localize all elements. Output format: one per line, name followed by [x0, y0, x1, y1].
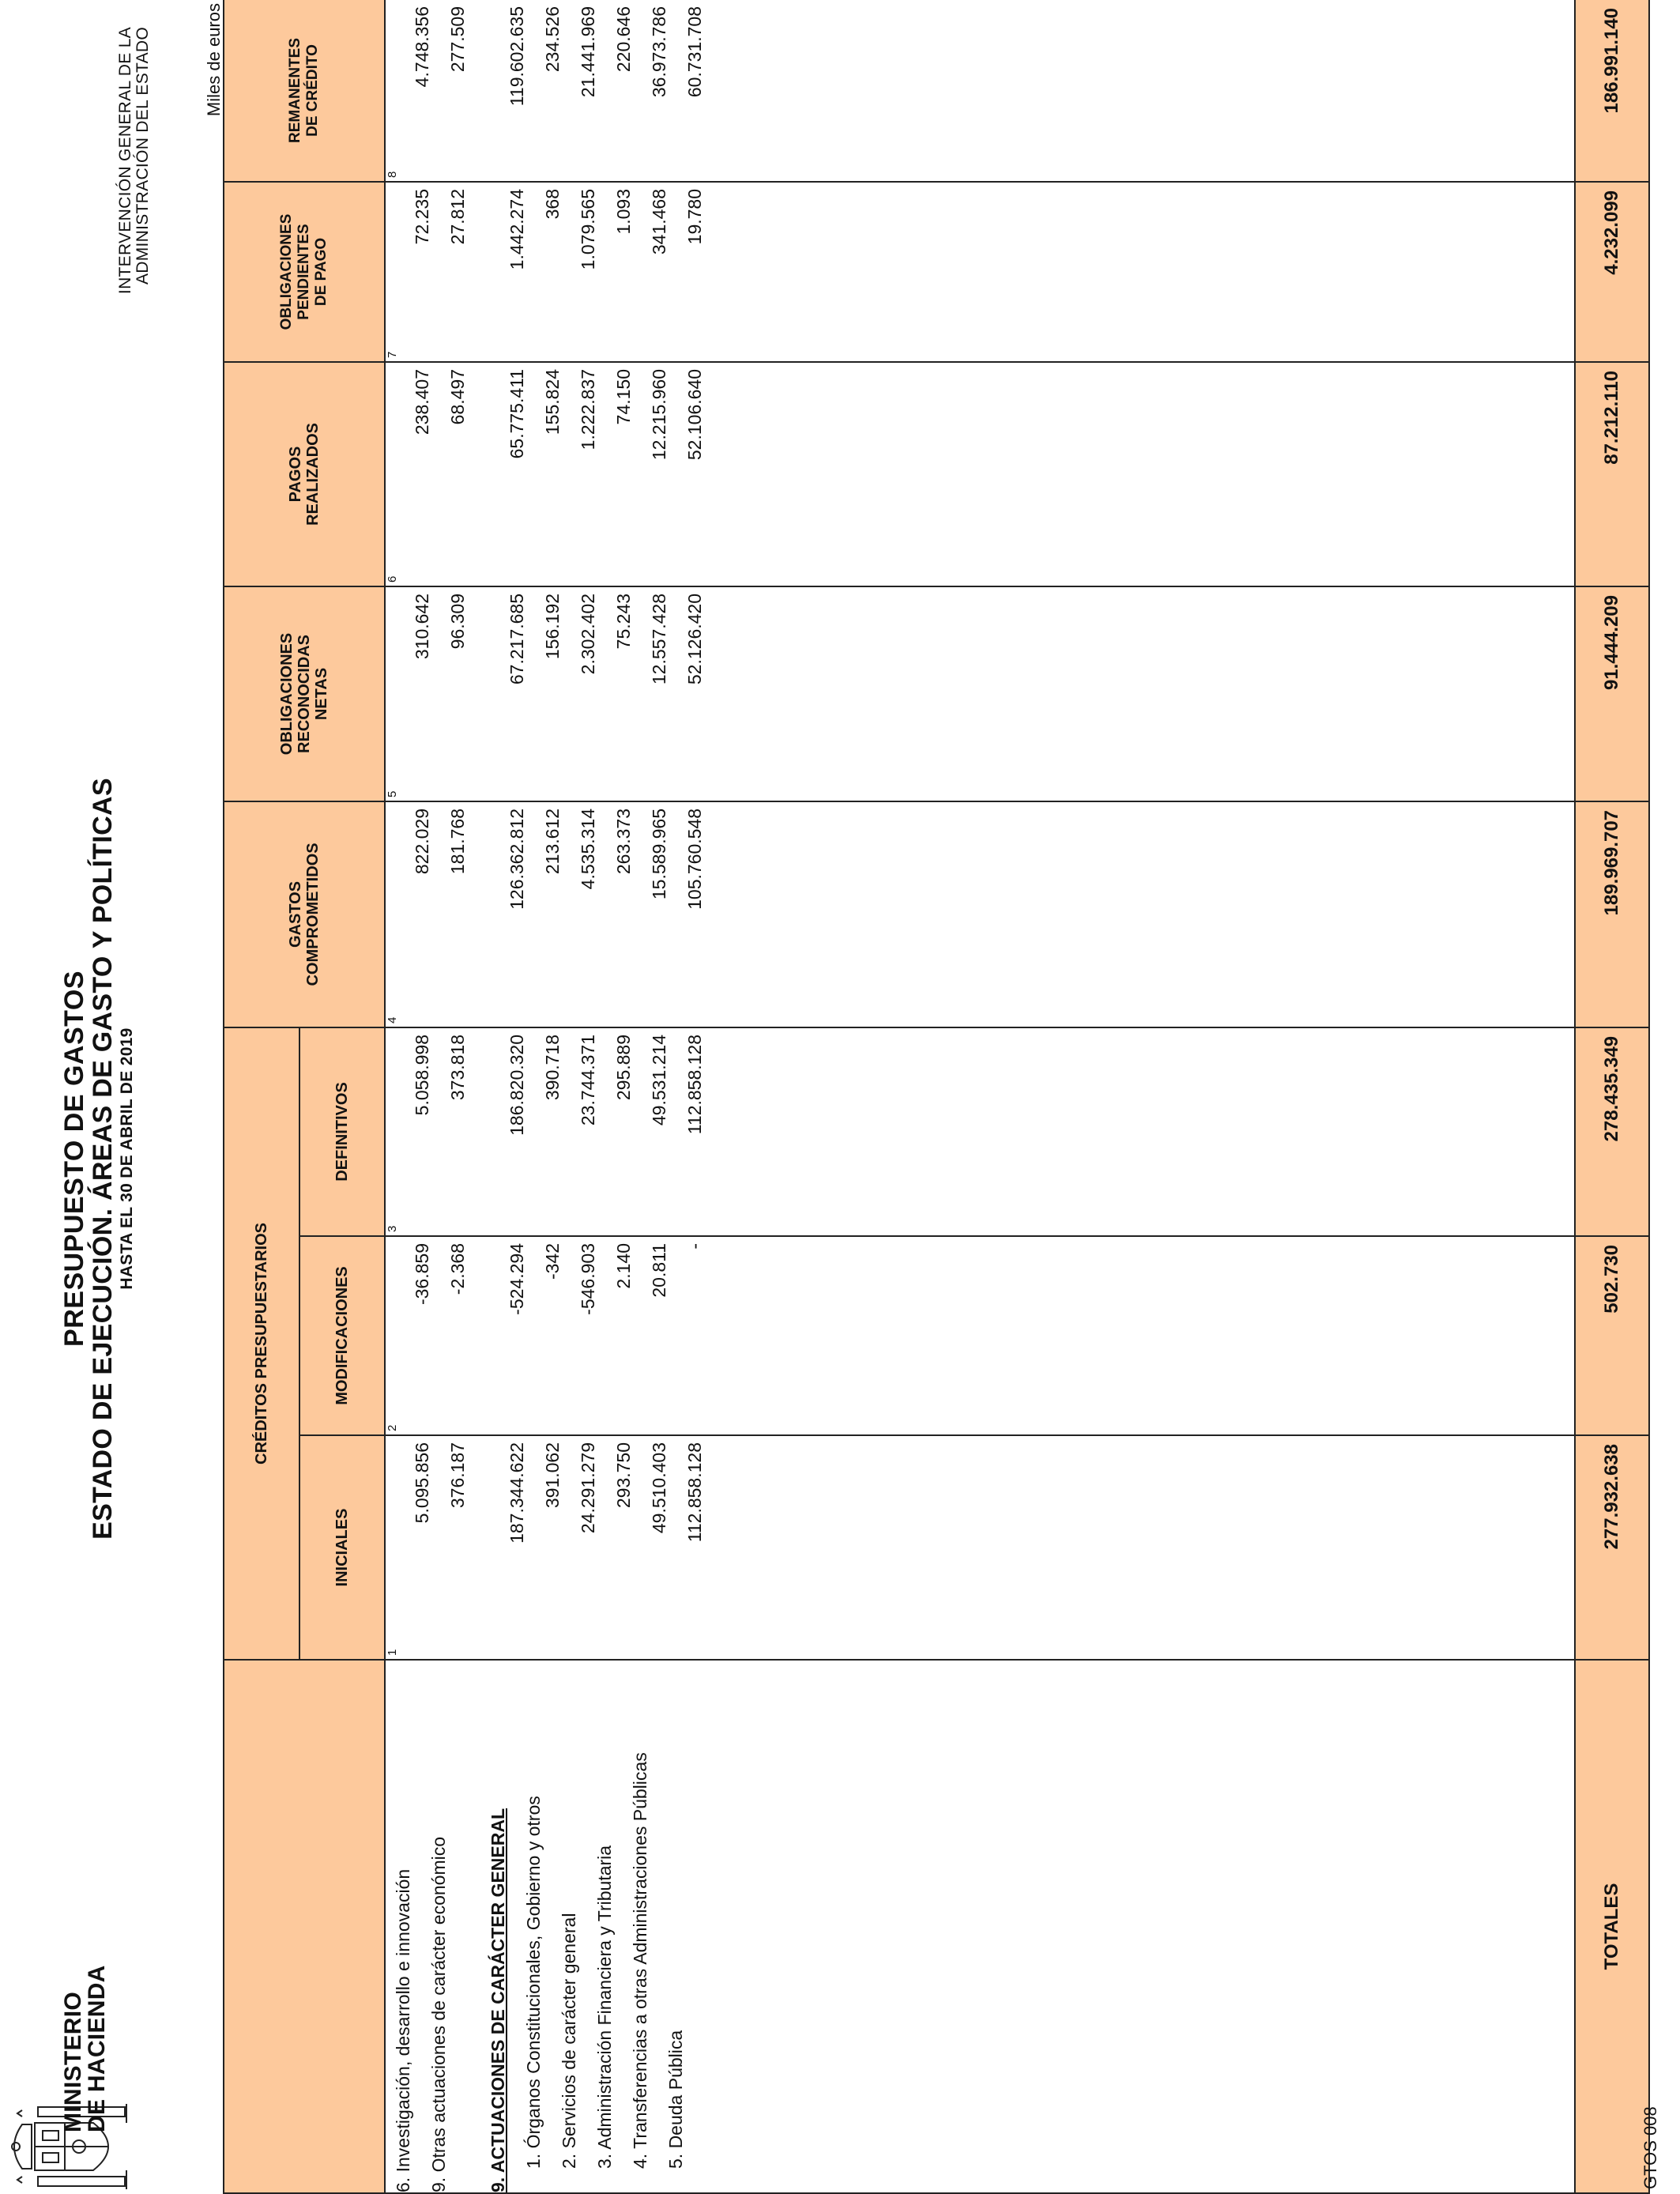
total-obligaciones-pendientes: 4.232.099	[1575, 182, 1649, 362]
value-cell: 112.858.128	[684, 1034, 705, 1135]
value-cell: -36.859	[412, 1243, 432, 1306]
value-cell: 12.557.428	[649, 593, 669, 685]
value-cell: 1.222.837	[578, 368, 598, 450]
value-cell: 2.140	[613, 1243, 634, 1289]
concept-column	[385, 1660, 1575, 2193]
value-cell: -546.903	[578, 1243, 598, 1315]
value-cell: 72.235	[412, 188, 432, 245]
value-cell: 186.820.320	[507, 1034, 527, 1136]
header-gastos-line-2: COMPROMETIDOS	[304, 843, 322, 986]
header-oblig-line-2: RECONOCIDAS	[296, 634, 313, 753]
column-number: 8	[386, 171, 399, 178]
value-cell: 5.058.998	[412, 1034, 432, 1116]
value-cell: 4.535.314	[578, 808, 598, 890]
table-body-row	[385, 0, 1575, 2193]
value-cell: 12.215.960	[649, 368, 669, 461]
header-obligaciones	[224, 586, 385, 801]
value-cell: 293.750	[613, 1442, 634, 1509]
header-modificaciones: MODIFICACIONES	[299, 1236, 385, 1435]
agency-name	[117, 27, 152, 294]
header-rem-line-1: REMANENTES	[287, 37, 303, 143]
value-cell: 156.192	[542, 593, 563, 660]
header-pendientes	[224, 182, 385, 362]
row-label: 3. Administración Financiera y Tributaria	[594, 1845, 615, 2169]
header-pend-line-1: OBLIGACIONES	[278, 213, 295, 330]
value-cell: 67.217.685	[507, 593, 527, 685]
header-pagos	[224, 362, 385, 586]
header-creditos-group: CRÉDITOS PRESUPUESTARIOS	[224, 1027, 299, 1660]
value-cell: -342	[542, 1243, 563, 1280]
column-number: 6	[386, 575, 399, 582]
col-modificaciones	[385, 1236, 1575, 1435]
value-cell: -2.368	[447, 1243, 468, 1295]
total-modificaciones: 502.730	[1575, 1236, 1649, 1435]
value-cell: 368	[542, 188, 563, 220]
totals-row	[1575, 0, 1649, 2193]
value-cell: 19.780	[684, 188, 705, 245]
value-cell: 96.309	[447, 593, 468, 650]
row-label: 9. Otras actuaciones de carácter económico	[428, 1836, 449, 2192]
value-cell: 155.824	[542, 368, 563, 435]
col-remanentes	[385, 0, 1575, 182]
value-cell: 263.373	[613, 808, 634, 875]
value-cell: 295.889	[613, 1034, 634, 1101]
value-cell: 21.441.969	[578, 6, 598, 98]
ministry-name	[62, 1966, 109, 2132]
header-oblig-line-1: OBLIGACIONES	[278, 632, 296, 756]
value-cell: 213.612	[542, 808, 563, 875]
value-cell: 1.079.565	[578, 188, 598, 270]
column-number: 5	[386, 790, 399, 797]
title-line-2: ESTADO DE EJECUCIÓN. ÁREAS DE GASTO Y POLÍTICAS	[88, 778, 118, 1540]
value-cell: 60.731.708	[684, 6, 705, 98]
value-cell: 391.062	[542, 1442, 563, 1509]
header-pagos-line-1: PAGOS	[287, 446, 304, 503]
header-row-1	[224, 0, 299, 2193]
total-remanentes: 186.991.140	[1575, 0, 1649, 182]
value-cell: 390.718	[542, 1034, 563, 1101]
col-obligaciones-pendientes	[385, 182, 1575, 362]
total-pagos-realizados: 87.212.110	[1575, 362, 1649, 586]
value-cell: 5.095.856	[412, 1442, 432, 1524]
value-cell: 822.029	[412, 808, 432, 875]
column-number: 4	[386, 1016, 399, 1023]
col-pagos-realizados	[385, 362, 1575, 586]
header-remanentes	[224, 0, 385, 182]
value-cell: 234.526	[542, 6, 563, 73]
value-cell: 27.812	[447, 188, 468, 245]
value-cell: 310.642	[412, 593, 432, 660]
value-cell: -	[684, 1243, 705, 1250]
header-iniciales: INICIALES	[299, 1435, 385, 1660]
value-cell: 126.362.812	[507, 808, 527, 910]
header-rem-line-2: DE CRÉDITO	[304, 44, 321, 137]
value-cell: 277.509	[447, 6, 468, 73]
row-label: 6. Investigación, desarrollo e innovación	[393, 1868, 413, 2192]
header-pend-line-2: PENDIENTES	[296, 224, 312, 320]
ministry-line-1: MINISTERIO	[60, 1991, 86, 2132]
value-cell: 24.291.279	[578, 1442, 598, 1534]
units-label: Miles de euros	[204, 3, 224, 117]
header-pagos-line-2: REALIZADOS	[304, 422, 322, 526]
col-gastos-comprometidos	[385, 801, 1575, 1027]
agency-line-1: INTERVENCIÓN GENERAL DE LA	[116, 27, 134, 295]
column-number: 1	[386, 1649, 399, 1656]
value-cell: 20.811	[649, 1243, 669, 1298]
row-label: 1. Órganos Constitucionales, Gobierno y otros	[523, 1796, 544, 2169]
total-iniciales: 277.932.638	[1575, 1435, 1649, 1660]
total-gastos-comprometidos: 189.969.707	[1575, 801, 1649, 1027]
col-iniciales	[385, 1435, 1575, 1660]
title-line-3: HASTA EL 30 DE ABRIL DE 2019	[118, 1027, 136, 1290]
header-concept	[224, 1660, 385, 2193]
header-gastos-line-1: GASTOS	[287, 880, 304, 948]
value-cell: 105.760.548	[684, 808, 705, 910]
column-number: 2	[386, 1424, 399, 1431]
value-cell: 119.602.635	[507, 6, 527, 107]
value-cell: 75.243	[613, 593, 634, 650]
value-cell: 68.497	[447, 368, 468, 425]
value-cell: 52.126.420	[684, 593, 705, 685]
title-line-1: PRESUPUESTO DE GASTOS	[59, 971, 89, 1347]
value-cell: 65.775.411	[507, 368, 527, 459]
value-cell: 74.150	[613, 368, 634, 425]
value-cell: 49.510.403	[649, 1442, 669, 1534]
value-cell: 373.818	[447, 1034, 468, 1101]
value-cell: 187.344.622	[507, 1442, 527, 1544]
col-definitivos	[385, 1027, 1575, 1236]
budget-execution-table	[223, 0, 1650, 2194]
value-cell: 1.442.274	[507, 188, 527, 270]
section-label: 9. ACTUACIONES DE CARÁCTER GENERAL	[488, 1808, 508, 2192]
header-oblig-line-3: NETAS	[313, 667, 330, 721]
value-cell: 112.858.128	[684, 1442, 705, 1543]
form-code: GTOS 008	[1640, 2106, 1660, 2189]
total-obligaciones-reconocidas: 91.444.209	[1575, 586, 1649, 801]
value-cell: 341.468	[649, 188, 669, 255]
value-cell: 2.302.402	[578, 593, 598, 675]
value-cell: 36.973.786	[649, 6, 669, 98]
value-cell: 238.407	[412, 368, 432, 435]
value-cell: 4.748.356	[412, 6, 432, 88]
total-definitivos: 278.435.349	[1575, 1027, 1649, 1236]
column-number: 3	[386, 1225, 399, 1232]
value-cell: -524.294	[507, 1243, 527, 1315]
header-pend-line-3: DE PAGO	[313, 237, 330, 307]
row-label: 4. Transferencias a otras Administraciones Públicas	[630, 1752, 650, 2169]
row-label: 2. Servicios de carácter general	[559, 1913, 579, 2169]
report-title	[60, 613, 137, 1704]
ministry-line-2: DE HACIENDA	[84, 1965, 110, 2132]
header-gastos	[224, 801, 385, 1027]
value-cell: 15.589.965	[649, 808, 669, 900]
value-cell: 1.093	[613, 188, 634, 235]
totals-label: TOTALES	[1575, 1660, 1649, 2193]
value-cell: 52.106.640	[684, 368, 705, 461]
column-number: 7	[386, 351, 399, 358]
value-cell: 181.768	[447, 808, 468, 875]
value-cell: 376.187	[447, 1442, 468, 1509]
row-label: 5. Deuda Pública	[665, 2030, 686, 2169]
value-cell: 220.646	[613, 6, 634, 73]
col-obligaciones-reconocidas	[385, 586, 1575, 801]
agency-line-2: ADMINISTRACIÓN DEL ESTADO	[134, 27, 152, 285]
header-definitivos: DEFINITIVOS	[299, 1027, 385, 1236]
value-cell: 49.531.214	[649, 1034, 669, 1126]
value-cell: 23.744.371	[578, 1034, 598, 1126]
